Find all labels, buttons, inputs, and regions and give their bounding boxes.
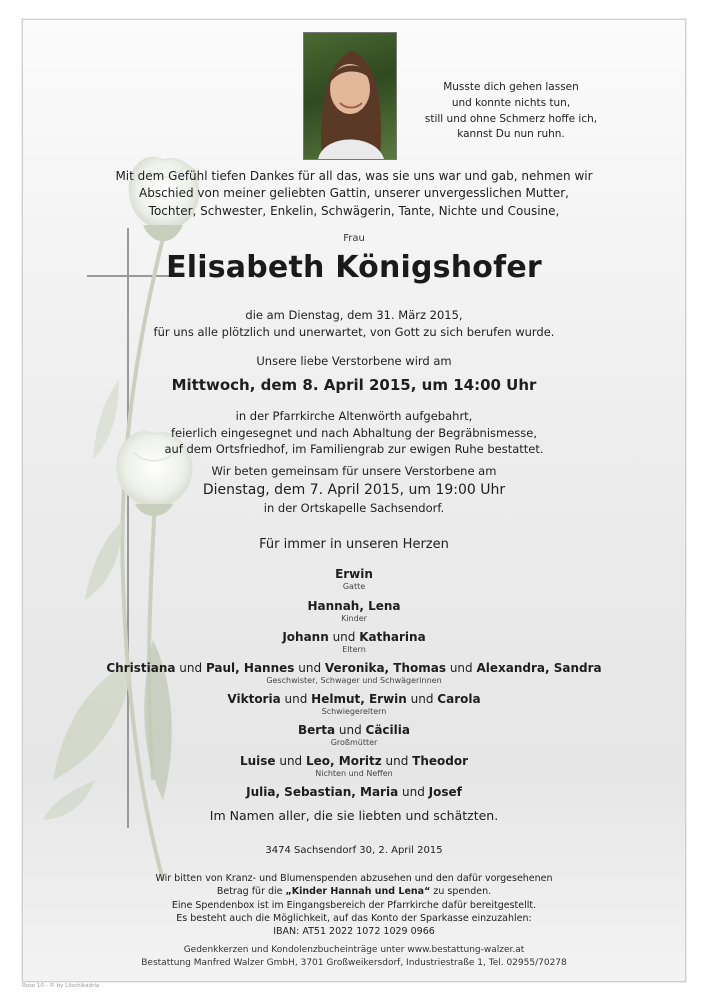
death-notice: die am Dienstag, dem 31. März 2015, für uns alle plötzlich und unerwartet, von Gott zu sich berufen wurde. — [153, 308, 555, 339]
prayer-place: in der Ortskapelle Sachsendorf. — [263, 501, 445, 515]
mourner-relation: Eltern — [342, 645, 366, 654]
poem: Musste dich gehen lassen und konnte nichts tun, still und ohne Schmerz hoffe ich, kannst Du nun ruhn. — [424, 81, 598, 141]
mourner-names: Johann und Katharina — [282, 630, 426, 644]
image-credit: Rose 10 - © by Lilschikadria — [22, 983, 100, 989]
obituary-card — [22, 19, 686, 982]
mourner-names: Viktoria und Helmut, Erwin und Carola — [227, 692, 481, 706]
funeral-home-footer: Gedenkkerzen und Kondolenzbucheinträge unter www.bestattung-walzer.at Bestattung Manfred Walzer GmbH, 3701 Großweikersdorf, Industriestraße 1, Tel. 02955/70278 — [141, 945, 567, 968]
forever-line: Für immer in unseren Herzen — [259, 537, 449, 552]
mourner-names: Luise und Leo, Moritz und Theodor — [239, 754, 469, 768]
mourner-relation: Nichten und Neffen — [315, 769, 393, 778]
mourner-relation: Großmütter — [330, 738, 378, 747]
closing-line: Im Namen aller, die sie liebten und schätzten. — [209, 808, 499, 823]
mourner-names: Erwin — [335, 567, 373, 581]
funeral-place: in der Pfarrkirche Altenwörth aufgebahrt, feierlich eingesegnet und nach Abhaltung der Begräbnismesse, auf dem Ortsfriedhof, im Familiengrab zur ewigen Ruhe bestattet. — [164, 409, 544, 457]
mourner-names: Hannah, Lena — [307, 599, 401, 613]
intro-text: Mit dem Gefühl tiefen Dankes für all das, was sie uns war und gab, nehmen wir Abschied von meiner geliebten Gattin, unserer unvergesslichen Mutter, Tochter, Schwester, Enkelin, Schwägerin, Tante, Nichte und Cousine, — [115, 169, 593, 218]
mourner-relation: Schwiegereltern — [321, 707, 387, 716]
funeral-announcement: Unsere liebe Verstorbene wird am — [256, 354, 452, 368]
title-prefix: Frau — [343, 233, 365, 244]
mourner-names: Julia, Sebastian, Maria und Josef — [246, 785, 462, 799]
donation-note: Wir bitten von Kranz- und Blumenspenden abzusehen und den dafür vorgesehenen Betrag für die „Kinder Hannah und Lena“ zu spenden. Eine Spendenbox ist im Eingangsbereich der Pfarrkirche dafür bereitgestellt. Es besteht auch die Möglichkeit, auf das Konto der Sparkasse einzuzahlen: IBAN: AT51 2022 1072 1029 0966 — [155, 873, 553, 938]
location-date: 3474 Sachsendorf 30, 2. April 2015 — [265, 845, 443, 856]
deceased-name: Elisabeth Königshofer — [166, 250, 542, 285]
prayer-date: Dienstag, dem 7. April 2015, um 19:00 Uhr — [202, 482, 506, 498]
mourner-names: Christiana und Paul, Hannes und Veronika, Thomas und Alexandra, Sandra — [106, 661, 602, 675]
mourner-relation: Gatte — [342, 582, 366, 591]
mourner-names: Berta und Cäcilia — [298, 723, 410, 737]
prayer-intro: Wir beten gemeinsam für unsere Verstorbene am — [211, 464, 497, 478]
portrait-photo — [303, 32, 397, 160]
mourner-relation: Geschwister, Schwager und Schwägerinnen — [266, 676, 442, 685]
mourner-relation: Kinder — [341, 614, 367, 623]
funeral-date: Mittwoch, dem 8. April 2015, um 14:00 Uhr — [171, 376, 537, 394]
